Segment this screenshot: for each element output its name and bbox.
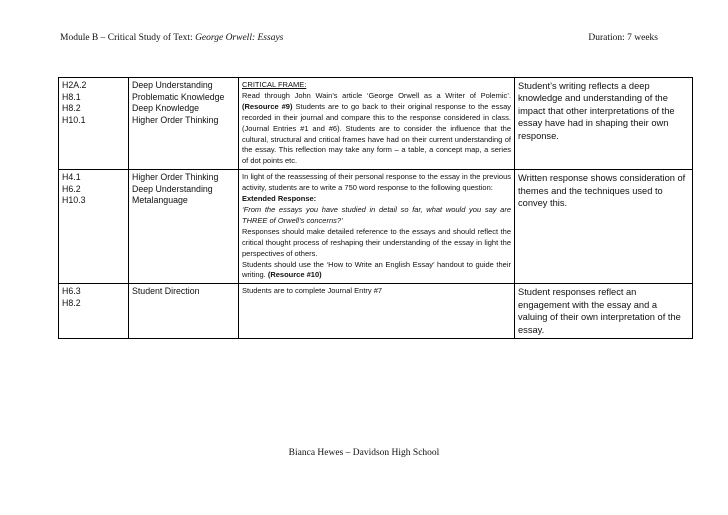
duration: Duration: 7 weeks bbox=[588, 33, 658, 43]
page-header bbox=[60, 33, 670, 47]
activity-cell: CRITICAL FRAME: Read through John Wain’s article ‘George Orwell as a Writer of Polemic’. (Resource #9) Students are to go back to their original response to the essay recorded in their journal and compare this to the response considered in class. (Journal Entries #1 and #6). Students are to consider the influence that the cultural, structural and critical frames have had on their current understanding of the essay. This reflection may take any form – a table, a concept map, a series of dot points etc. bbox=[239, 78, 515, 170]
activity-heading: CRITICAL FRAME: bbox=[242, 80, 307, 89]
module-title: Module B – Critical Study of Text: George Orwell: Essays bbox=[60, 33, 284, 43]
quality-teaching-cell: Deep Understanding Problematic Knowledge Deep Knowledge Higher Order Thinking bbox=[129, 78, 239, 170]
outcomes-cell: H6.3 H8.2 bbox=[59, 284, 129, 339]
resource-ref: (Resource #9) bbox=[242, 101, 293, 111]
module-title-text: George Orwell: Essays bbox=[195, 33, 284, 43]
page-footer: Bianca Hewes – Davidson High School bbox=[288, 448, 440, 458]
table-row bbox=[59, 78, 693, 170]
extended-response-question: ‘From the essays you have studied in detail so far, what would you say are THREE of Orwell’s concerns?’ bbox=[242, 204, 511, 225]
outcomes-cell: H2A.2 H8.1 H8.2 H10.1 bbox=[59, 78, 129, 170]
extended-response-heading: Extended Response: bbox=[242, 194, 317, 204]
program-table bbox=[58, 77, 693, 339]
assessment-cell: Written response shows consideration of themes and the techniques used to convey this. bbox=[515, 170, 693, 284]
quality-teaching-cell: Student Direction bbox=[129, 284, 239, 339]
assessment-cell: Student’s writing reflects a deep knowledge and understanding of the impact that other interpretations of the essay have had in shaping their own response. bbox=[515, 78, 693, 170]
quality-teaching-cell: Higher Order Thinking Deep Understanding Metalanguage bbox=[129, 170, 239, 284]
outcomes-cell: H4.1 H6.2 H10.3 bbox=[59, 170, 129, 284]
table-row bbox=[59, 170, 693, 284]
activity-cell: In light of the reassessing of their personal response to the essay in the previous activity, students are to write a 750 word response to the following question: Extended Response: ‘From the essays you have studied in detail so far, what would you say are THREE of Orwell’s concerns?’ Responses should make detailed reference to the essays and should reflect the critical thought process of reshaping their understanding of the essay in light the perspectives of others. Students should use the ‘How to Write an English Essay’ handout to guide their writing. (Resource #10) bbox=[239, 170, 515, 284]
table-row bbox=[59, 284, 693, 339]
assessment-cell: Student responses reflect an engagement with the essay and a valuing of their own interpretation of the essay. bbox=[515, 284, 693, 339]
resource-ref: (Resource #10) bbox=[267, 270, 322, 280]
activity-cell: Students are to complete Journal Entry #7 bbox=[239, 284, 515, 339]
